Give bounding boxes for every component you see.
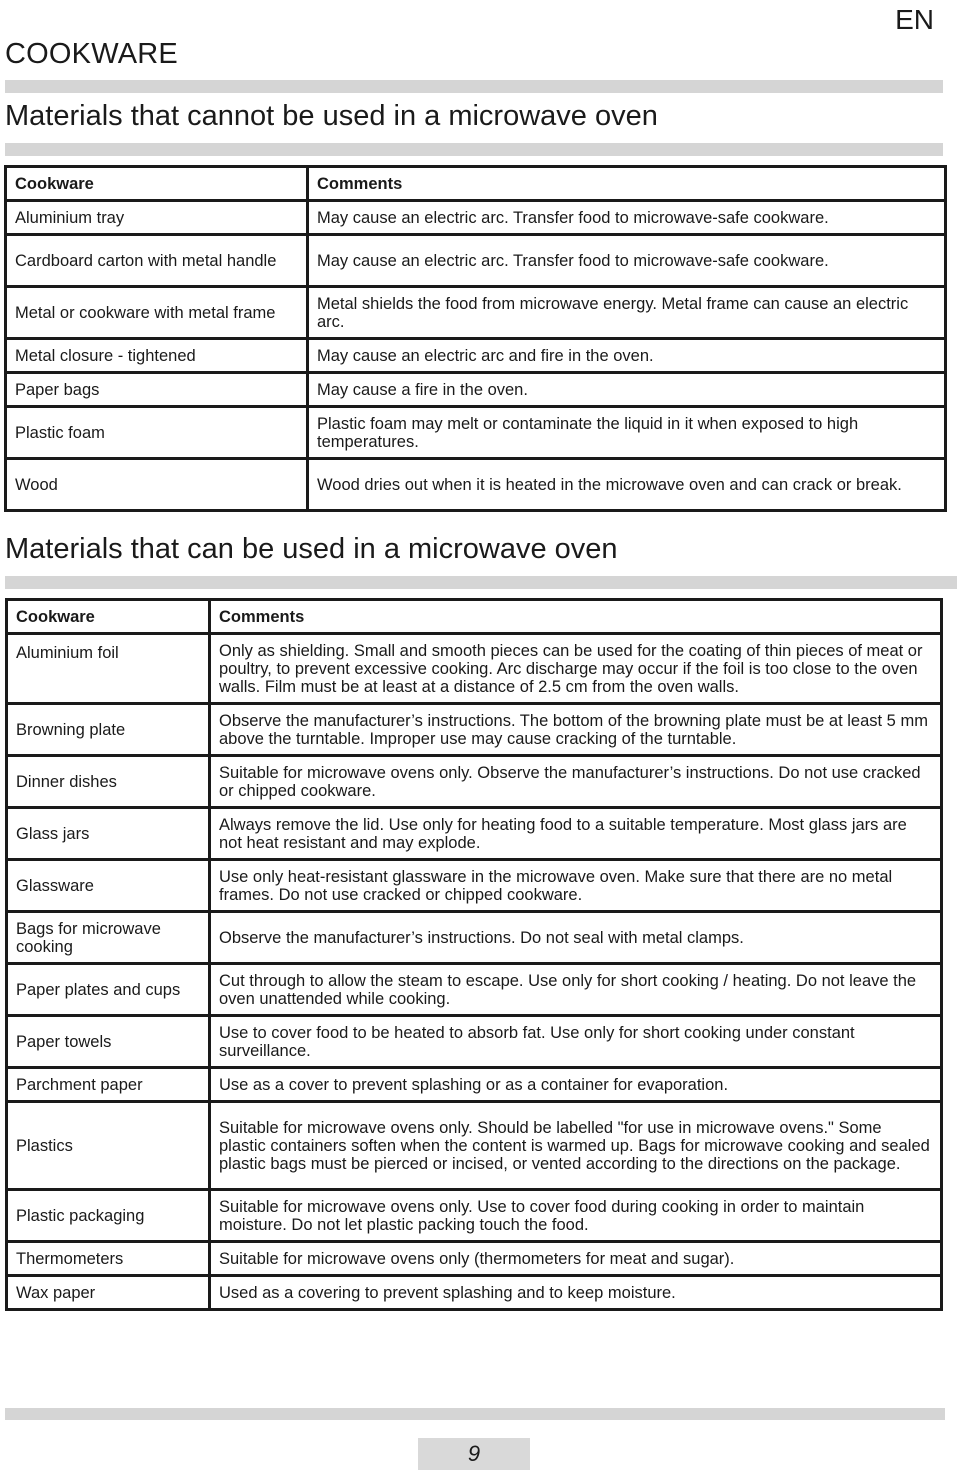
title-divider: [5, 80, 943, 93]
page-number: 9: [418, 1438, 530, 1470]
column-header-cookware: Cookware: [6, 167, 308, 201]
cookware-cell: Paper bags: [6, 373, 308, 407]
table-row: [7, 704, 942, 756]
table-header-row: [7, 600, 942, 634]
cookware-cell: Glassware: [7, 860, 210, 912]
comment-cell: Plastic foam may melt or contaminate the liquid in it when exposed to high temperatures.: [308, 407, 946, 459]
comment-cell: Used as a covering to prevent splashing and to keep moisture.: [210, 1276, 942, 1310]
comment-cell: Only as shielding. Small and smooth pieces can be used for the coating of thin pieces of meat or poultry, to prevent excessive cooking. Arc discharge may occur if the foil is too close to the oven walls. Film must be at least at a distance of 2.5 cm from the oven walls.: [210, 634, 942, 704]
cookware-cell: Paper towels: [7, 1016, 210, 1068]
table-row: [7, 634, 942, 704]
table-row: [7, 1016, 942, 1068]
comment-cell: Suitable for microwave ovens only. Should be labelled "for use in microwave ovens." Some plastic containers soften when the content is warmed up. Bags for microwave cooking and sealed plastic bags must be pierced or incised, or vented according to the directions on the package.: [210, 1102, 942, 1190]
table-row: [7, 1068, 942, 1102]
comment-cell: Wood dries out when it is heated in the microwave oven and can crack or break.: [308, 459, 946, 511]
cookware-cell: Metal or cookware with metal frame: [6, 287, 308, 339]
table-row: [7, 756, 942, 808]
column-header-comments: Comments: [308, 167, 946, 201]
cookware-cell: Plastics: [7, 1102, 210, 1190]
cookware-cell: Paper plates and cups: [7, 964, 210, 1016]
table-row: [7, 860, 942, 912]
comment-cell: Observe the manufacturer’s instructions. The bottom of the browning plate must be at least 5 mm above the turntable. Improper use may cause cracking of the turntable.: [210, 704, 942, 756]
comment-cell: Suitable for microwave ovens only. Use to cover food during cooking in order to maintain moisture. Do not let plastic packing touch the food.: [210, 1190, 942, 1242]
comment-cell: May cause an electric arc and fire in the oven.: [308, 339, 946, 373]
cookware-cell: Glass jars: [7, 808, 210, 860]
table-row: [7, 912, 942, 964]
cookware-cell: Parchment paper: [7, 1068, 210, 1102]
comment-cell: Suitable for microwave ovens only (thermometers for meat and sugar).: [210, 1242, 942, 1276]
section-divider: [5, 143, 943, 156]
table-row: [6, 235, 946, 287]
cookware-cell: Metal closure - tightened: [6, 339, 308, 373]
table-row: [7, 808, 942, 860]
table-row: [7, 964, 942, 1016]
section-divider: [5, 576, 957, 589]
comment-cell: Use only heat-resistant glassware in the microwave oven. Make sure that there are no metal frames. Do not use cracked or chipped cookware.: [210, 860, 942, 912]
comment-cell: Cut through to allow the steam to escape. Use only for short cooking / heating. Do not leave the oven unattended while cooking.: [210, 964, 942, 1016]
footer-divider: [5, 1408, 945, 1420]
cookware-cell: Cardboard carton with metal handle: [6, 235, 308, 287]
column-header-cookware: Cookware: [7, 600, 210, 634]
page-title: COOKWARE: [5, 38, 178, 70]
table-row: [6, 373, 946, 407]
cookware-cell: Wood: [6, 459, 308, 511]
comment-cell: Use as a cover to prevent splashing or as a container for evaporation.: [210, 1068, 942, 1102]
comment-cell: May cause an electric arc. Transfer food to microwave-safe cookware.: [308, 201, 946, 235]
comment-cell: May cause an electric arc. Transfer food to microwave-safe cookware.: [308, 235, 946, 287]
comment-cell: Observe the manufacturer’s instructions. Do not seal with metal clamps.: [210, 912, 942, 964]
table-row: [7, 1276, 942, 1310]
cookware-cell: Plastic foam: [6, 407, 308, 459]
table-row: [6, 201, 946, 235]
cookware-cell: Bags for microwave cooking: [7, 912, 210, 964]
section-title-cannot-use: Materials that cannot be used in a microwave oven: [5, 100, 658, 132]
comment-cell: Use to cover food to be heated to absorb fat. Use only for short cooking under constant surveillance.: [210, 1016, 942, 1068]
section-title-can-use: Materials that can be used in a microwave oven: [5, 533, 618, 565]
table-row: [6, 339, 946, 373]
comment-cell: May cause a fire in the oven.: [308, 373, 946, 407]
table-row: [6, 287, 946, 339]
can-use-table: [5, 598, 943, 1311]
cookware-cell: Aluminium foil: [7, 634, 210, 704]
cookware-cell: Aluminium tray: [6, 201, 308, 235]
cookware-cell: Wax paper: [7, 1276, 210, 1310]
comment-cell: Suitable for microwave ovens only. Observe the manufacturer’s instructions. Do not use cracked or chipped cookware.: [210, 756, 942, 808]
table-row: [6, 407, 946, 459]
cookware-cell: Browning plate: [7, 704, 210, 756]
table-header-row: [6, 167, 946, 201]
column-header-comments: Comments: [210, 600, 942, 634]
cannot-use-table: [4, 165, 947, 512]
language-indicator: EN: [895, 4, 934, 35]
cookware-cell: Thermometers: [7, 1242, 210, 1276]
comment-cell: Metal shields the food from microwave energy. Metal frame can cause an electric arc.: [308, 287, 946, 339]
table-row: [7, 1102, 942, 1190]
table-row: [7, 1190, 942, 1242]
cookware-cell: Plastic packaging: [7, 1190, 210, 1242]
comment-cell: Always remove the lid. Use only for heating food to a suitable temperature. Most glass jars are not heat resistant and may explode.: [210, 808, 942, 860]
cookware-cell: Dinner dishes: [7, 756, 210, 808]
table-row: [6, 459, 946, 511]
table-row: [7, 1242, 942, 1276]
